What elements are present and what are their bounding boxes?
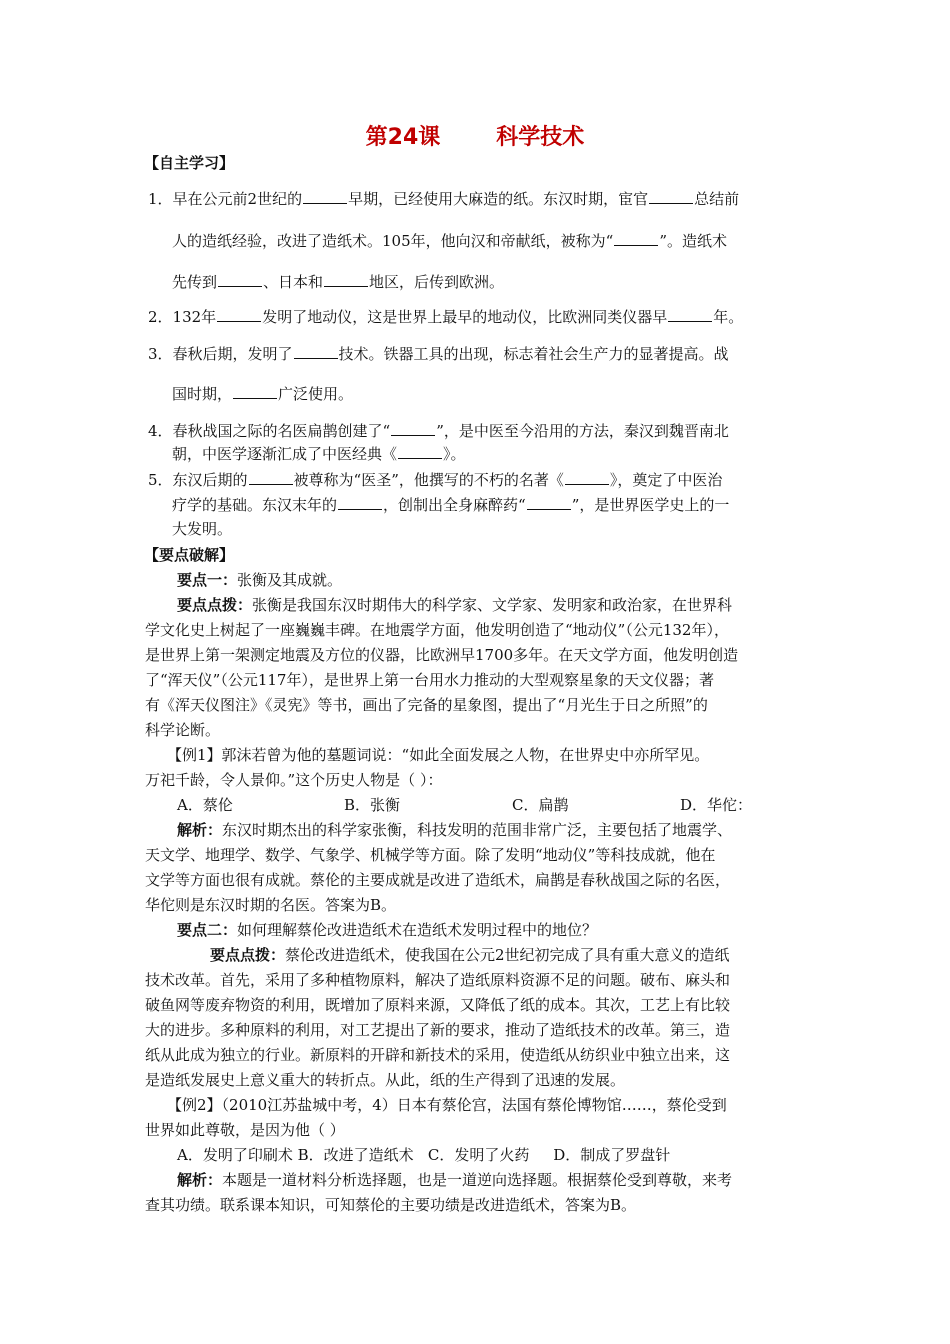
- key-point-1-tip-line: 科学论断。: [145, 721, 221, 739]
- question-5-line-1: 5．东汉后期的 被尊称为“医圣”，他撰写的不朽的名著《 》，奠定了中医治: [148, 471, 723, 489]
- key-point-1-tip-line: 了“浑天仪”（公元117年），是世界上第一台用水力推动的大型观察星象的天文仪器；著: [145, 671, 714, 689]
- key-point-2-tip: 要点点拨：蔡伦改进造纸术，使我国在公元2世纪初完成了具有重大意义的造纸: [210, 946, 730, 964]
- key-point-2-tip-line: 是造纸发展史上意义重大的转折点。从此，纸的生产得到了迅速的发展。: [145, 1071, 626, 1089]
- example-2-options: A．发明了印刷术 B．改进了造纸术 C．发明了火药 D．制成了罗盘针: [177, 1146, 671, 1164]
- question-5-line-2: 疗学的基础。东汉末年的 ，创制出全身麻醉药“ ”，是世界医学史上的一: [172, 496, 730, 514]
- section-self-study: 【自主学习】: [144, 154, 235, 172]
- question-2: 2．132年 发明了地动仪，这是世界上最早的地动仪，比欧洲同类仪器早 年。: [148, 308, 744, 326]
- example-2-line-2: 世界如此尊敬，是因为他（ ）: [145, 1121, 345, 1139]
- page-title: [0, 124, 950, 152]
- example-2-line-1: 【例2】（2010江苏盐城中考，4）日本有蔡伦宫，法国有蔡伦博物馆……，蔡伦受到: [167, 1096, 727, 1114]
- key-point-1-tip-line: 是世界上第一架测定地震及方位的仪器，比欧洲早1700多年。在天文学方面，他发明创造: [145, 646, 739, 664]
- key-point-2-tip-line: 技术改革。首先，采用了多种植物原料，解决了造纸原料资源不足的问题。破布、麻头和: [145, 971, 731, 989]
- example-2-analysis-line: 查其功绩。联系课本知识，可知蔡伦的主要功绩是改进造纸术，答案为B。: [145, 1196, 637, 1214]
- example-1-option-a: A．蔡伦: [177, 796, 233, 814]
- example-1-analysis-line: 天文学、地理学、数学、气象学、机械学等方面。除了发明“地动仪”等科技成就，他在: [145, 846, 716, 864]
- question-3-line-2: 国时期， 广泛使用。: [172, 385, 354, 403]
- key-point-2-tip-line: 大的进步。多种原料的利用，对工艺提出了新的要求，推动了造纸技术的改革。第三，造: [145, 1021, 731, 1039]
- example-1-analysis: 解析：东汉时期杰出的科学家张衡，科技发明的范围非常广泛，主要包括了地震学、: [177, 821, 733, 839]
- question-1-line-2: 人的造纸经验，改进了造纸术。105年，他向汉和帝献纸，被称为“ ”。造纸术: [172, 232, 727, 250]
- lesson-number: 第24课: [365, 125, 441, 150]
- key-point-2: 要点二：如何理解蔡伦改进造纸术在造纸术发明过程中的地位？: [177, 921, 598, 939]
- question-1-line-3: 先传到 、日本和 地区，后传到欧洲。: [172, 273, 505, 291]
- key-point-1: 要点一：张衡及其成就。: [177, 571, 343, 589]
- key-point-2-tip-line: 纸从此成为独立的行业。新原料的开辟和新技术的采用，使造纸从纺织业中独立出来，这: [145, 1046, 731, 1064]
- key-point-1-tip-line: 有《浑天仪图注》《灵宪》等书，画出了完备的星象图，提出了“月光生于日之所照”的: [145, 696, 708, 714]
- key-point-1-tip-line: 学文化史上树起了一座巍巍丰碑。在地震学方面，他发明创造了“地动仪”（公元132年），: [145, 621, 729, 639]
- example-1-option-c: C．扁鹊: [512, 796, 569, 814]
- question-4-line-2: 朝，中医学逐渐汇成了中医经典《 》。: [172, 445, 466, 463]
- question-4-line-1: 4．春秋战国之际的名医扁鹊创建了“ ”，是中医至今沿用的方法，秦汉到魏晋南北: [148, 422, 729, 440]
- section-key-points: 【要点破解】: [144, 546, 235, 564]
- question-3-line-1: 3．春秋后期，发明了 技术。铁器工具的出现，标志着社会生产力的显著提高。战: [148, 345, 729, 363]
- example-1-analysis-line: 华佗则是东汉时期的名医。答案为B。: [145, 896, 397, 914]
- example-1-analysis-line: 文学等方面也很有成就。蔡伦的主要成就是改进了造纸术，扁鹊是春秋战国之际的名医，: [145, 871, 731, 889]
- question-5-line-3: 大发明。: [172, 520, 233, 538]
- example-1-option-b: B．张衡: [344, 796, 401, 814]
- example-1-option-d: D．华佗：: [680, 796, 753, 814]
- example-2-analysis: 解析：本题是一道材料分析选择题，也是一道逆向选择题。根据蔡伦受到尊敬，来考: [177, 1171, 733, 1189]
- example-1-line-2: 万祀千龄，令人景仰。”这个历史人物是（ ）：: [145, 771, 443, 789]
- example-1-line-1: 【例1】郭沫若曾为他的墓题词说：“如此全面发展之人物，在世界史中亦所罕见。: [167, 746, 710, 764]
- key-point-2-tip-line: 破鱼网等废弃物资的利用，既增加了原料来源，又降低了纸的成本。其次，工艺上有比较: [145, 996, 731, 1014]
- lesson-name: 科学技术: [496, 125, 585, 150]
- key-point-1-tip: 要点点拨：张衡是我国东汉时期伟大的科学家、文学家、发明家和政治家，在世界科: [177, 596, 733, 614]
- question-1-line-1: 1．早在公元前2世纪的 早期，已经使用大麻造的纸。东汉时期，宦官 总结前: [148, 190, 740, 208]
